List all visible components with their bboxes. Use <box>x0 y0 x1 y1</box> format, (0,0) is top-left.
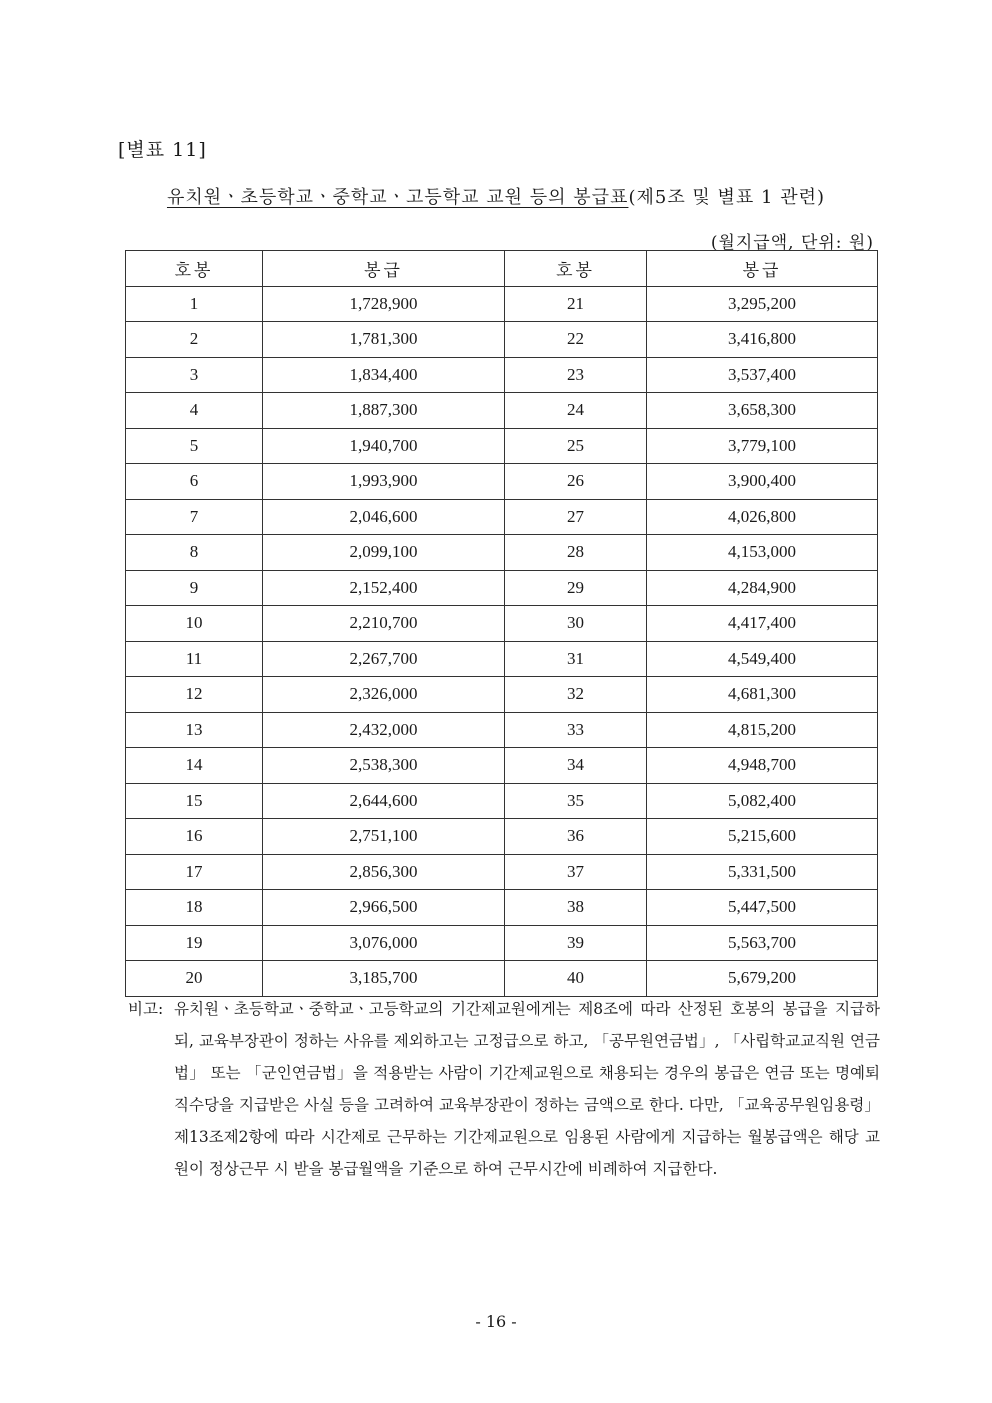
grade-cell: 18 <box>126 890 263 926</box>
table-row <box>126 428 878 464</box>
salary-cell: 4,549,400 <box>647 641 878 677</box>
grade-cell: 4 <box>126 393 263 429</box>
salary-cell: 5,563,700 <box>647 925 878 961</box>
grade-cell: 12 <box>126 677 263 713</box>
header-grade-left: 호봉 <box>126 251 263 287</box>
salary-cell: 1,993,900 <box>263 464 505 500</box>
grade-cell: 7 <box>126 499 263 535</box>
grade-cell: 17 <box>126 854 263 890</box>
salary-cell: 1,728,900 <box>263 286 505 322</box>
salary-cell: 2,326,000 <box>263 677 505 713</box>
grade-cell: 33 <box>505 712 647 748</box>
salary-cell: 3,779,100 <box>647 428 878 464</box>
grade-cell: 38 <box>505 890 647 926</box>
grade-cell: 39 <box>505 925 647 961</box>
grade-cell: 10 <box>126 606 263 642</box>
grade-cell: 9 <box>126 570 263 606</box>
salary-cell: 3,295,200 <box>647 286 878 322</box>
salary-cell: 2,751,100 <box>263 819 505 855</box>
grade-cell: 26 <box>505 464 647 500</box>
salary-cell: 1,940,700 <box>263 428 505 464</box>
grade-cell: 11 <box>126 641 263 677</box>
grade-cell: 37 <box>505 854 647 890</box>
title-main: 유치원ㆍ초등학교ㆍ중학교ㆍ고등학교 교원 등의 봉급표 <box>166 187 629 208</box>
table-row <box>126 535 878 571</box>
salary-cell: 1,887,300 <box>263 393 505 429</box>
salary-cell: 4,815,200 <box>647 712 878 748</box>
salary-cell: 4,026,800 <box>647 499 878 535</box>
grade-cell: 13 <box>126 712 263 748</box>
salary-cell: 2,046,600 <box>263 499 505 535</box>
salary-cell: 5,679,200 <box>647 961 878 997</box>
table-row <box>126 961 878 997</box>
salary-cell: 3,658,300 <box>647 393 878 429</box>
salary-cell: 2,966,500 <box>263 890 505 926</box>
grade-cell: 25 <box>505 428 647 464</box>
table-row <box>126 322 878 358</box>
salary-cell: 2,856,300 <box>263 854 505 890</box>
salary-cell: 5,331,500 <box>647 854 878 890</box>
page-number: - 16 - <box>475 1312 517 1331</box>
grade-cell: 32 <box>505 677 647 713</box>
unit-note: (월지급액, 단위: 원) <box>710 233 874 253</box>
grade-cell: 15 <box>126 783 263 819</box>
table-row <box>126 890 878 926</box>
grade-cell: 5 <box>126 428 263 464</box>
grade-cell: 21 <box>505 286 647 322</box>
table-row <box>126 748 878 784</box>
remark-text: 유치원ㆍ초등학교ㆍ중학교ㆍ고등학교의 기간제교원에게는 제8조에 따라 산정된 호봉의 봉급을 지급하되, 교육부장관이 정하는 사유를 제외하고는 고정급으로 하고, 「공무원연금법」, 「사립학교교직원 연금법」 또는 「군인연금법」을 적용받는 사람이 기간제교원으로 채용되는 경우의 봉급은 연금 또는 명예퇴직수당을 지급받은 사실 등을 고려하여 교육부장관이 정하는 금액으로 한다. 다만, 「교육공무원임용령」 제13조제2항에 따라 시간제로 근무하는 기간제교원으로 임용된 사람에게 지급하는 월봉급액은 해당 교원이 정상근무 시 받을 봉급월액을 기준으로 하여 근무시간에 비례하여 지급한다. <box>174 1000 880 1178</box>
document-title <box>0 183 992 209</box>
salary-cell: 4,948,700 <box>647 748 878 784</box>
salary-cell: 1,781,300 <box>263 322 505 358</box>
salary-cell: 3,900,400 <box>647 464 878 500</box>
salary-cell: 2,152,400 <box>263 570 505 606</box>
table-row <box>126 606 878 642</box>
table-body <box>126 286 878 996</box>
salary-cell: 5,215,600 <box>647 819 878 855</box>
salary-cell: 5,082,400 <box>647 783 878 819</box>
grade-cell: 24 <box>505 393 647 429</box>
salary-cell: 4,681,300 <box>647 677 878 713</box>
table-row <box>126 464 878 500</box>
grade-cell: 1 <box>126 286 263 322</box>
grade-cell: 19 <box>126 925 263 961</box>
salary-cell: 2,644,600 <box>263 783 505 819</box>
salary-cell: 2,099,100 <box>263 535 505 571</box>
grade-cell: 27 <box>505 499 647 535</box>
grade-cell: 31 <box>505 641 647 677</box>
header-grade-right: 호봉 <box>505 251 647 287</box>
table-header-row <box>126 251 878 287</box>
salary-cell: 4,417,400 <box>647 606 878 642</box>
grade-cell: 6 <box>126 464 263 500</box>
annex-label: [별표 11] <box>118 139 207 161</box>
table-row <box>126 783 878 819</box>
grade-cell: 14 <box>126 748 263 784</box>
grade-cell: 28 <box>505 535 647 571</box>
table-row <box>126 641 878 677</box>
table-row <box>126 286 878 322</box>
table-row <box>126 677 878 713</box>
table-row <box>126 925 878 961</box>
salary-cell: 3,537,400 <box>647 357 878 393</box>
title-reference: (제5조 및 별표 1 관련) <box>628 187 826 208</box>
table-row <box>126 393 878 429</box>
salary-cell: 1,834,400 <box>263 357 505 393</box>
grade-cell: 23 <box>505 357 647 393</box>
table-row <box>126 712 878 748</box>
salary-cell: 3,416,800 <box>647 322 878 358</box>
salary-cell: 2,267,700 <box>263 641 505 677</box>
grade-cell: 3 <box>126 357 263 393</box>
remark <box>128 993 880 1185</box>
salary-table <box>125 250 878 997</box>
grade-cell: 34 <box>505 748 647 784</box>
header-salary-right: 봉급 <box>647 251 878 287</box>
salary-cell: 2,432,000 <box>263 712 505 748</box>
table-row <box>126 819 878 855</box>
grade-cell: 8 <box>126 535 263 571</box>
salary-cell: 2,210,700 <box>263 606 505 642</box>
table-row <box>126 854 878 890</box>
table-row <box>126 357 878 393</box>
header-salary-left: 봉급 <box>263 251 505 287</box>
grade-cell: 36 <box>505 819 647 855</box>
grade-cell: 30 <box>505 606 647 642</box>
table-row <box>126 570 878 606</box>
grade-cell: 20 <box>126 961 263 997</box>
salary-cell: 3,076,000 <box>263 925 505 961</box>
grade-cell: 22 <box>505 322 647 358</box>
salary-cell: 2,538,300 <box>263 748 505 784</box>
grade-cell: 2 <box>126 322 263 358</box>
salary-cell: 5,447,500 <box>647 890 878 926</box>
salary-cell: 4,284,900 <box>647 570 878 606</box>
salary-cell: 4,153,000 <box>647 535 878 571</box>
table-row <box>126 499 878 535</box>
remark-label: 비고: <box>128 1000 164 1018</box>
grade-cell: 35 <box>505 783 647 819</box>
grade-cell: 40 <box>505 961 647 997</box>
salary-cell: 3,185,700 <box>263 961 505 997</box>
grade-cell: 16 <box>126 819 263 855</box>
grade-cell: 29 <box>505 570 647 606</box>
